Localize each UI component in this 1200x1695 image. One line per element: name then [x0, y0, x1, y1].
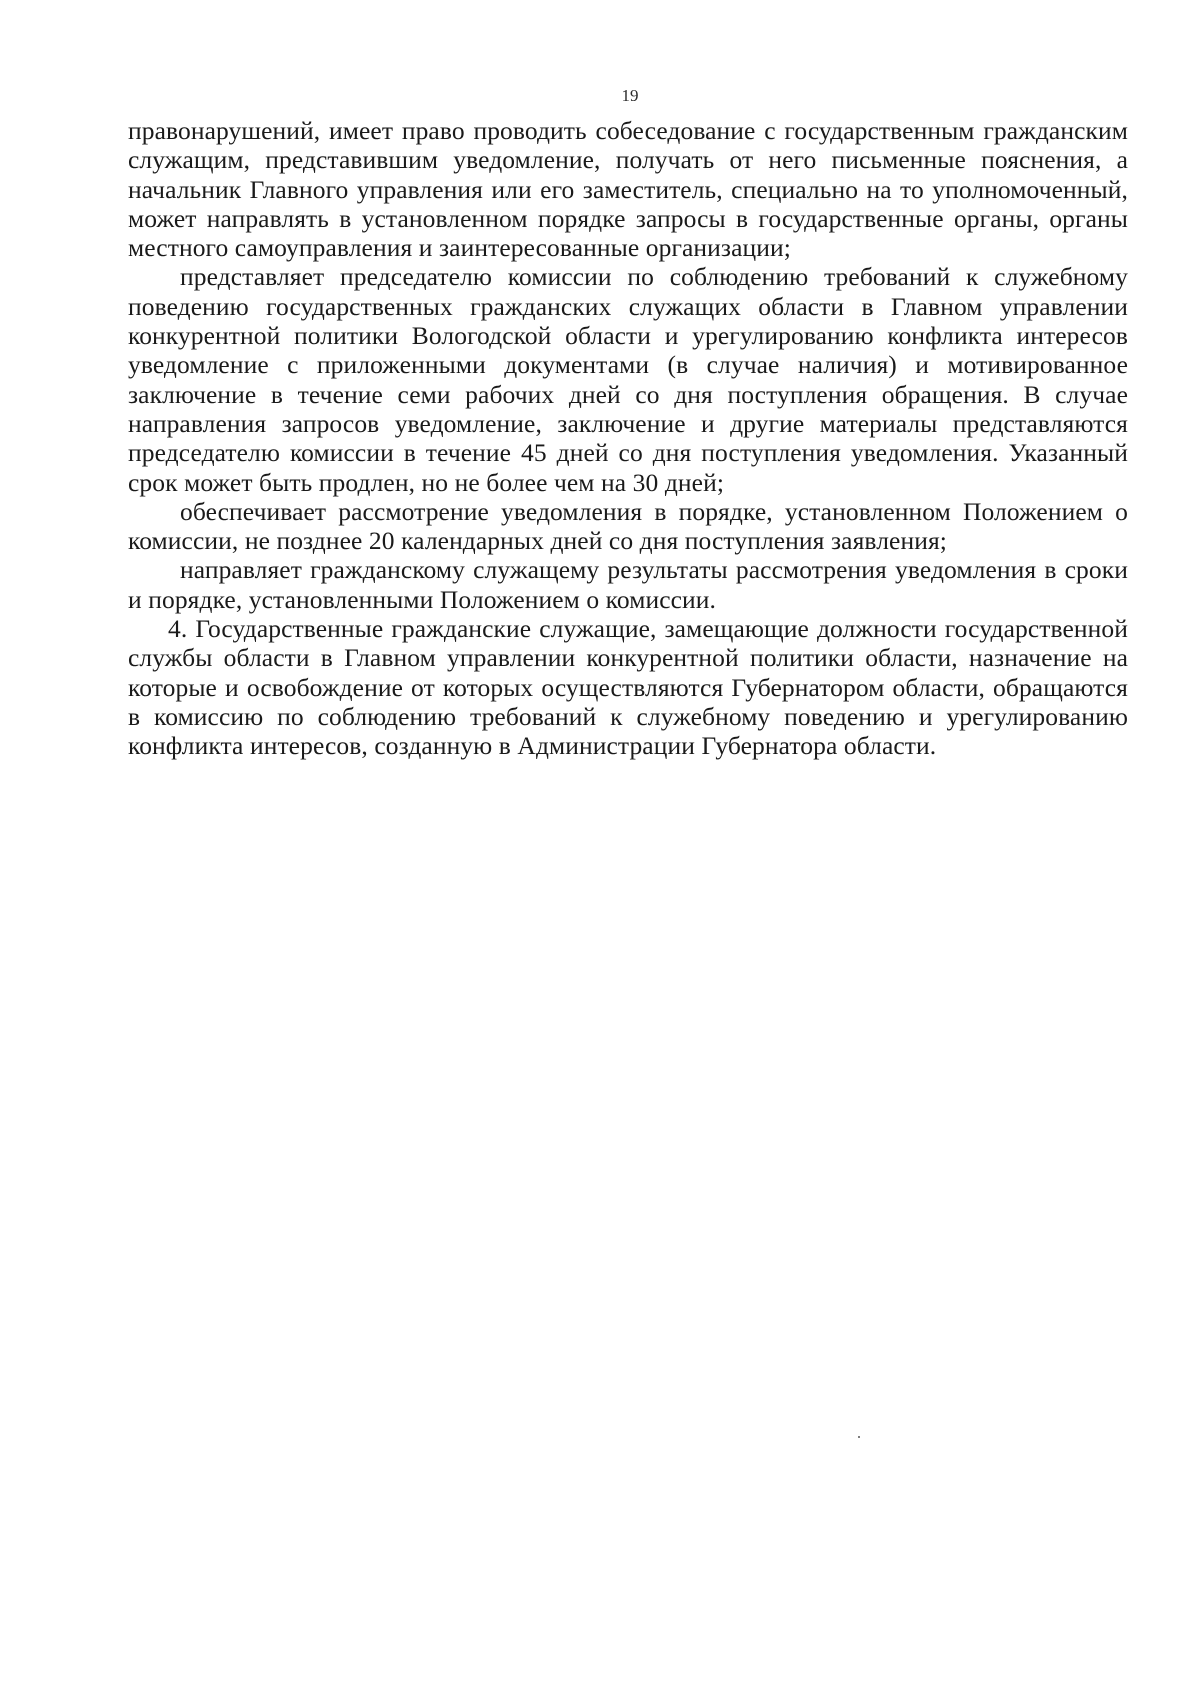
paragraph-ensures-review: обеспечивает рассмотрение уведомления в порядке, установленном Положением о комиссии, не позднее 20 календарных дней со дня поступления заявления;: [128, 496, 1128, 556]
paragraph-item-4: 4. Государственные гражданские служащие, замещающие должности государственной службы области в Главном управлении конкурентной политики области, назначение на которые и освобождение от которых осуществляются Губернатором области, обращаются в комиссию по соблюдению требований к служебному поведению и урегулированию конфликта интересов, созданную в Администрации Губернатора области.: [128, 614, 1128, 761]
page-number: 19: [621, 86, 639, 105]
document-body: [128, 116, 1128, 761]
scan-speck: [858, 1436, 860, 1438]
paragraph-submits-to-chairman: представляет председателю комиссии по соблюдению требований к служебному поведению государственных гражданских служащих области в Главном управлении конкурентной политики Вологодской области и урегулированию конфликта интересов уведомление с приложенными документами (в случае наличия) и мотивированное заключение в течение семи рабочих дней со дня поступления обращения. В случае направления запросов уведомление, заключение и другие материалы представляются председателю комиссии в течение 45 дней со дня поступления уведомления. Указанный срок может быть продлен, но не более чем на 30 дней;: [128, 262, 1128, 497]
paragraph-sends-results: направляет гражданскому служащему результаты рассмотрения уведомления в сроки и порядке, установленными Положением о комиссии.: [128, 555, 1128, 614]
paragraph-continuation: правонарушений, имеет право проводить собеседование с государственным гражданским служащим, представившим уведомление, получать от него письменные пояснения, а начальник Главного управления или его заместитель, специально на то уполномоченный, может направлять в установленном порядке запросы в государственные органы, органы местного самоуправления и заинтересованные организации;: [128, 116, 1128, 263]
